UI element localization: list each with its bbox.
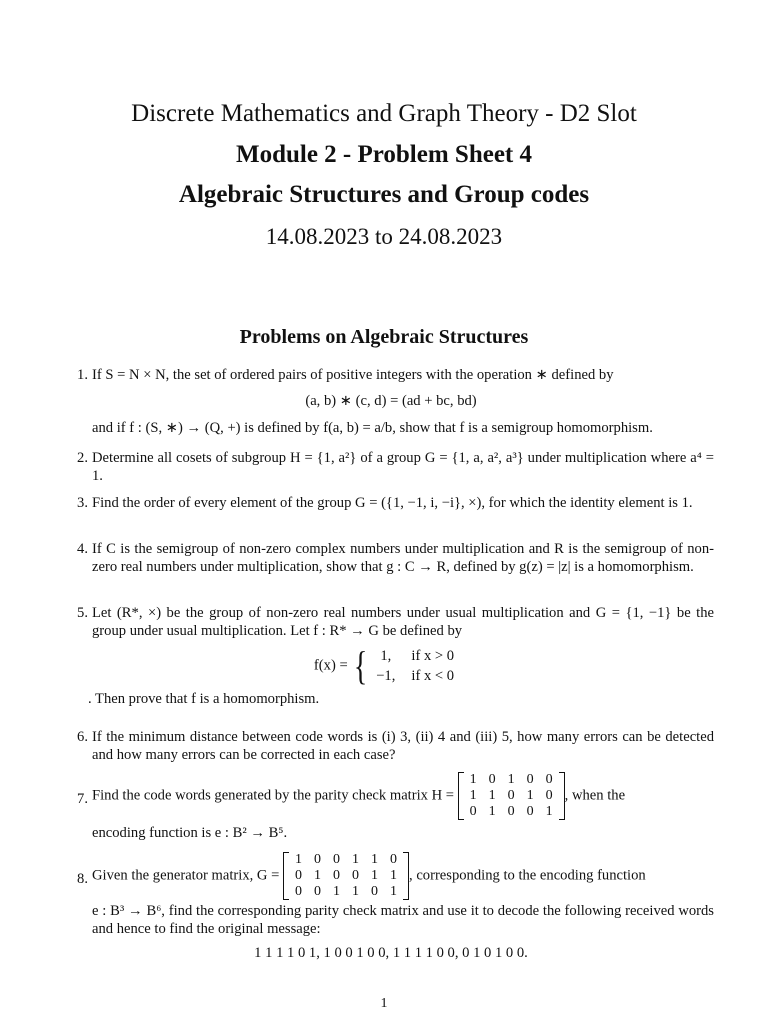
matrix-entry: 0 [371,884,379,899]
problem-text-continued: e : B³ → B⁶, find the corresponding parity check matrix and use it to decode the following received words and hence to find the original message: [92,903,714,937]
matrix-entry: 0 [333,868,341,883]
section-title: Problems on Algebraic Structures [239,326,529,348]
matrix-entry: 0 [469,804,477,819]
received-words: 1 1 1 1 0 1, 1 0 0 1 0 0, 1 1 1 1 0 0, 0 1 0 1 0 0. [254,945,528,961]
matrix-entry: 1 [545,804,553,819]
matrix-entry: 0 [314,884,322,899]
matrix-entry: 1 [469,772,477,787]
matrix-entry: 1 [371,852,379,867]
case-value: −1, [376,668,396,684]
matrix-entry: 1 [371,868,379,883]
matrix-entry: 0 [488,772,496,787]
problem-text-with-matrix [92,772,714,820]
date-range: 14.08.2023 to 24.08.2023 [265,224,503,249]
matrix-entry: 0 [545,772,553,787]
matrix-entry: 1 [469,788,477,803]
problem-text: Let (R*, ×) be the group of non-zero real numbers under usual multiplication and G = {1, −1} be the group under usual multiplication. Let f : R* → G be defined by [92,605,714,639]
problem-number: 5. [77,605,88,621]
matrix-entry: 0 [507,788,515,803]
matrix-entry: 0 [333,852,341,867]
piecewise-lhs: f(x) = [313,657,348,674]
problem-1 [68,366,714,437]
problem-5 [68,604,714,708]
problem-4 [68,540,714,576]
problem-text-continued: encoding function is e : B² → B⁵. [92,825,288,841]
problem-text-suffix: , when the [564,787,626,804]
matrix-entry: 1 [314,868,322,883]
matrix-entry: 1 [488,788,496,803]
piecewise-definition [68,643,714,688]
problem-number: 4. [77,541,88,557]
matrix-entry: 0 [295,868,303,883]
matrix-entry: 1 [352,884,360,899]
problem-number: 3. [77,495,88,511]
problem-text: If C is the semigroup of non-zero complex numbers under multiplication and R is the semigroup of non-zero real numbers under multiplication, show that g : C → R, defined by g(z) = |z| is a homomorphism. [92,541,714,575]
case-condition: if x > 0 [411,648,455,664]
problem-text: Find the order of every element of the group G = ({1, −1, i, −i}, ×), for which the identity element is 1. [92,495,693,511]
matrix-entry: 1 [488,804,496,819]
problem-number: 2. [77,450,88,466]
problem-8 [68,852,714,962]
case-condition: if x < 0 [411,668,455,684]
matrix-entry: 0 [314,852,322,867]
matrix-entry: 0 [526,772,534,787]
module-title: Module 2 - Problem Sheet 4 [235,141,533,168]
problem-text-with-matrix [92,852,714,900]
matrix-entry: 1 [295,852,303,867]
parity-check-matrix [458,772,565,820]
page-number: 1 [380,996,388,1011]
matrix-entry: 1 [526,788,534,803]
problem-number: 6. [77,729,88,745]
problem-6 [68,728,714,764]
problem-text: Determine all cosets of subgroup H = {1, a²} of a group G = {1, a, a², a³} under multiplication where a⁴ = 1. [92,450,714,484]
matrix-entry: 0 [295,884,303,899]
matrix-entry: 0 [507,804,515,819]
matrix-entry: 0 [390,852,398,867]
problem-number: 1. [77,367,88,383]
piecewise-cases [374,646,468,686]
problem-text-suffix: , corresponding to the encoding function [409,867,646,884]
display-equation: (a, b) ∗ (c, d) = (ad + bc, bd) [305,393,477,409]
matrix-entry: 1 [390,884,398,899]
problem-text: If S = N × N, the set of ordered pairs of positive integers with the operation ∗ defined by [92,367,614,383]
problem-2 [68,449,714,485]
matrix-entry: 1 [352,852,360,867]
matrix-entry: 0 [545,788,553,803]
course-title: Discrete Mathematics and Graph Theory - D2 Slot [131,100,637,127]
problem-text: Given the generator matrix, G = [92,867,280,884]
topic-title: Algebraic Structures and Group codes [178,181,590,208]
problem-text-continued: and if f : (S, ∗) → (Q, +) is defined by f(a, b) = a/b, show that f is a semigroup homomorphism. [92,420,653,436]
problem-number: 7. [77,791,88,807]
problem-text-continued: . Then prove that f is a homomorphism. [88,691,320,707]
matrix-entry: 1 [507,772,515,787]
matrix-entry: 1 [333,884,341,899]
problem-7 [68,772,714,842]
problem-text: If the minimum distance between code words is (i) 3, (ii) 4 and (iii) 5, how many errors can be detected and how many errors can be corrected in each case? [92,729,714,763]
matrix-entry: 0 [352,868,360,883]
generator-matrix [283,852,409,900]
case-value: 1, [380,648,392,664]
matrix-entry: 0 [526,804,534,819]
left-brace: { [354,643,368,688]
matrix-entry: 1 [390,868,398,883]
problem-text: Find the code words generated by the parity check matrix H = [92,787,455,804]
problem-number: 8. [77,871,88,887]
problem-3 [68,494,714,512]
